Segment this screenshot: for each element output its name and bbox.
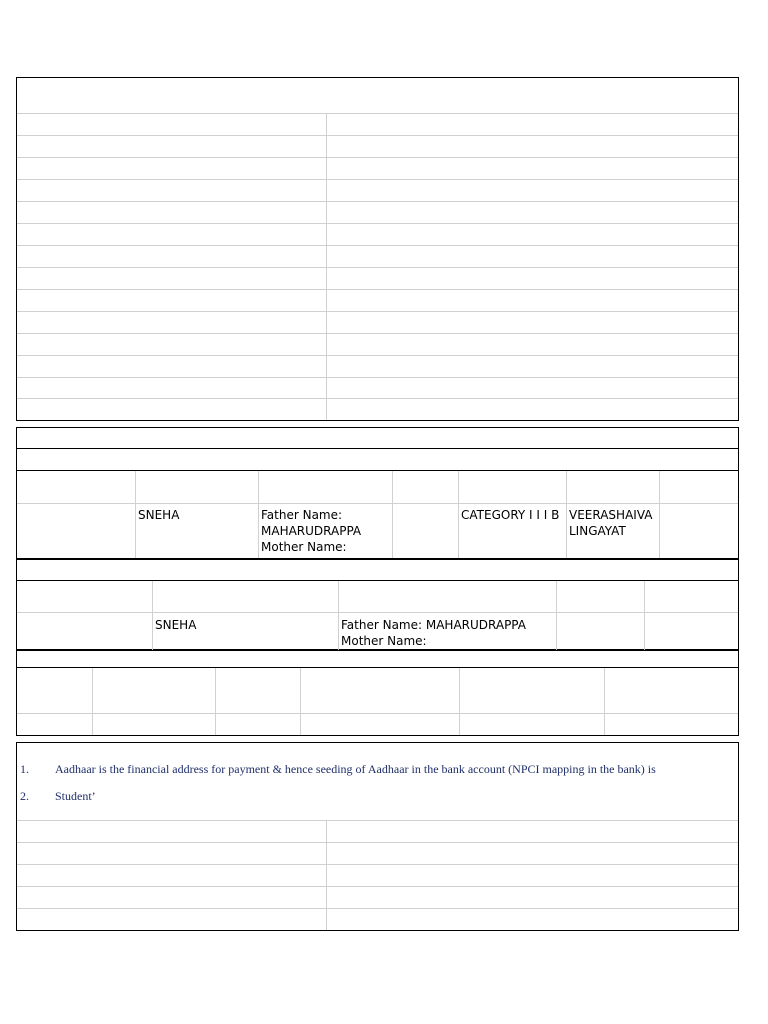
mother-name-label: Mother Name: [261, 540, 347, 554]
note-1-text: Aadhaar is the financial address for payment & hence seeding of Aadhaar in the bank account (NPCI mapping in the bank) is [55, 762, 656, 776]
student-name: SNEHA [138, 508, 180, 522]
note-1-number: 1. [20, 762, 29, 776]
table-2 [16, 427, 739, 560]
category-value: CATEGORY I I I B [461, 508, 560, 522]
table-4 [16, 650, 739, 736]
student-name-2: SNEHA [155, 618, 197, 632]
note-2-text: Student’ [55, 789, 96, 803]
table-1 [16, 77, 739, 421]
father-name-label: Father Name: [261, 508, 343, 522]
father-name-value: MAHARUDRAPPA [261, 524, 362, 538]
mother-name-label-2: Mother Name: [341, 634, 427, 648]
caste-line-2: LINGAYAT [569, 524, 626, 538]
note-2-number: 2. [20, 789, 29, 803]
father-name-2: Father Name: MAHARUDRAPPA [341, 618, 526, 632]
caste-line-1: VEERASHAIVA [569, 508, 653, 522]
